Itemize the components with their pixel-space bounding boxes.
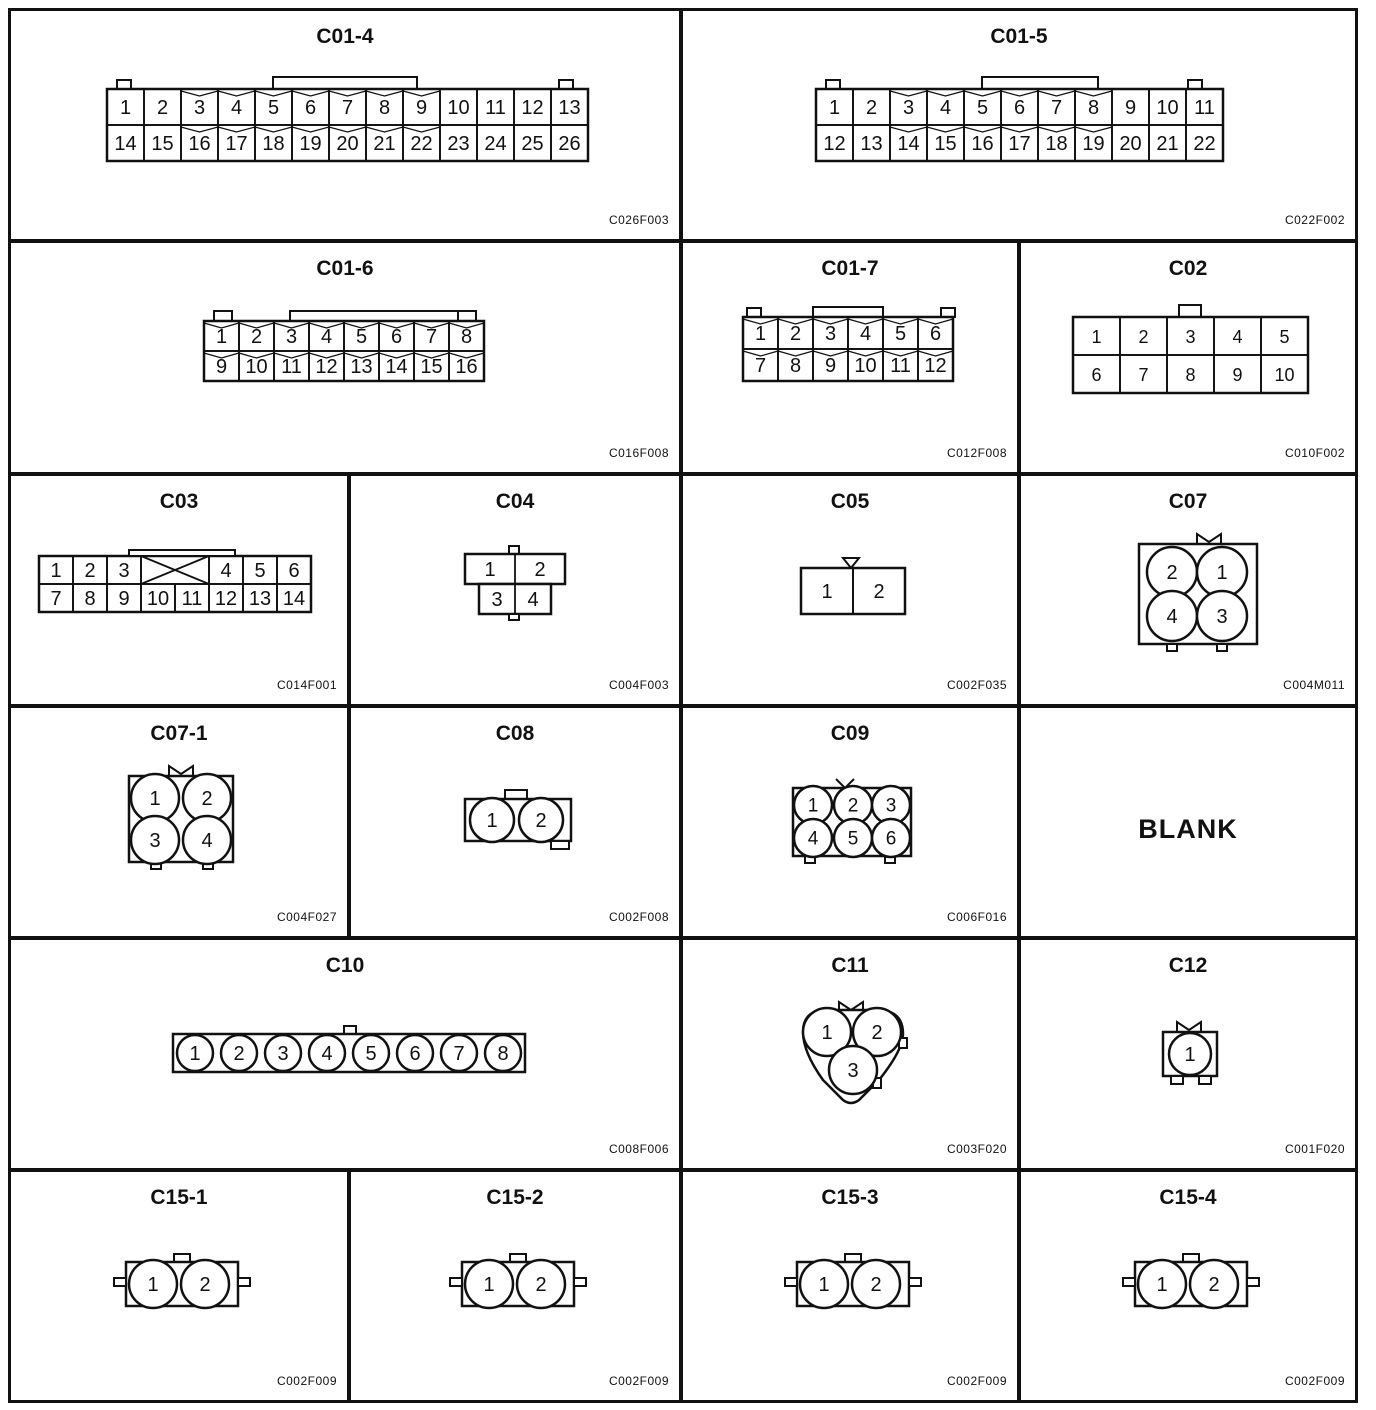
pin-label: 6 — [304, 97, 317, 119]
pin-label: 3 — [1185, 327, 1196, 347]
pin-label: 1 — [147, 1274, 159, 1296]
pin-label: 3 — [193, 97, 206, 119]
pin-label: 14 — [897, 133, 920, 155]
key-notch — [1177, 1022, 1201, 1032]
connector-drawing — [683, 243, 1023, 478]
locking-tab — [114, 1278, 126, 1286]
locking-tab — [290, 311, 460, 321]
pin-label: 13 — [558, 97, 581, 119]
pin-label: 9 — [415, 97, 428, 119]
figure-code: C008F006 — [608, 1142, 669, 1156]
connector-panel-c12 — [1018, 937, 1358, 1171]
pin-label: 1 — [828, 97, 841, 119]
figure-code: C014F001 — [276, 678, 337, 692]
pin-label: 7 — [341, 97, 354, 119]
connector-title: C15-4 — [1159, 1186, 1217, 1209]
pin-label: 1 — [189, 1043, 201, 1065]
pin-label: 3 — [824, 323, 837, 345]
pin-label: 14 — [114, 133, 137, 155]
pin-label: 4 — [220, 560, 232, 582]
connector-title: C03 — [159, 490, 199, 513]
locking-tab — [505, 790, 527, 799]
pin-label: 2 — [535, 810, 547, 832]
connector-drawing — [351, 476, 685, 710]
connector-title: C07-1 — [150, 722, 208, 745]
pin-label: 1 — [1216, 562, 1228, 584]
locking-tab — [1167, 644, 1177, 651]
connector-drawing — [11, 476, 353, 710]
connector-drawing — [1021, 1172, 1361, 1406]
pin-label: 12 — [521, 97, 544, 119]
pin-label: 16 — [455, 356, 478, 378]
locking-tab — [1247, 1278, 1259, 1286]
pin-label: 5 — [365, 1043, 377, 1065]
pin-label: 12 — [924, 355, 947, 377]
pin-label: 2 — [870, 1274, 882, 1296]
pin-label: 9 — [215, 356, 228, 378]
pin-label: 4 — [939, 97, 952, 119]
figure-code: C004F003 — [608, 678, 669, 692]
connector-panel-c05 — [680, 473, 1020, 707]
connector-panel-c02 — [1018, 240, 1358, 475]
pin-label: 20 — [1119, 133, 1142, 155]
locking-tab — [559, 80, 573, 89]
locking-tab — [238, 1278, 250, 1286]
pin-label: 1 — [754, 323, 767, 345]
figure-code: C012F008 — [946, 446, 1007, 460]
pin-label: 1 — [1156, 1274, 1168, 1296]
connector-title: C01-7 — [821, 257, 879, 280]
pin-label: 5 — [976, 97, 989, 119]
pin-label: 9 — [1232, 365, 1243, 385]
pin-label: 1 — [818, 1274, 830, 1296]
connector-drawing — [1021, 476, 1361, 710]
pin-label: 10 — [1274, 365, 1295, 385]
locking-tab — [450, 1278, 462, 1286]
pin-label: 1 — [821, 1022, 833, 1044]
pin-label: 7 — [453, 1043, 465, 1065]
pin-label: 2 — [535, 1274, 547, 1296]
connector-title: C04 — [495, 490, 535, 513]
connector-panel-c01-4 — [8, 8, 682, 242]
pin-label: 9 — [1124, 97, 1137, 119]
connector-panel-c15-1 — [8, 1169, 350, 1403]
key-notch — [843, 558, 859, 568]
pin-label: 17 — [225, 133, 248, 155]
locking-tab — [129, 550, 235, 556]
figure-code: C002F008 — [608, 910, 669, 924]
connector-panel-blank — [1018, 705, 1358, 939]
pin-label: 13 — [860, 133, 883, 155]
pin-label: 6 — [1013, 97, 1026, 119]
pin-label: 20 — [336, 133, 359, 155]
locking-tab — [785, 1278, 797, 1286]
pin-label: 9 — [118, 588, 130, 610]
pin-label: 11 — [1194, 97, 1215, 119]
pin-label: 18 — [262, 133, 285, 155]
pin-label: 4 — [321, 1043, 333, 1065]
figure-code: C006F016 — [946, 910, 1007, 924]
connector-panel-c11 — [680, 937, 1020, 1171]
pin-label: 1 — [821, 581, 833, 603]
figure-code: C016F008 — [608, 446, 669, 460]
locking-tab — [909, 1278, 921, 1286]
pin-label: 12 — [214, 588, 238, 610]
pin-label: 6 — [1091, 365, 1102, 385]
connector-drawing — [1021, 243, 1361, 478]
locking-tab — [1217, 644, 1227, 651]
connector-drawing — [1021, 940, 1361, 1174]
pin-label: 11 — [890, 355, 911, 377]
locking-tab — [1188, 80, 1202, 89]
pin-label: 6 — [288, 560, 300, 582]
locking-tab — [117, 80, 131, 89]
pin-label: 1 — [149, 788, 161, 810]
pin-label: 13 — [248, 588, 272, 610]
figure-code: C004M011 — [1283, 678, 1345, 692]
connector-drawing — [11, 708, 353, 942]
connector-title: C01-6 — [316, 257, 374, 280]
locking-tab — [458, 311, 476, 321]
connector-title: C11 — [831, 954, 869, 977]
pin-label: 4 — [201, 830, 213, 852]
pin-label: 4 — [859, 323, 872, 345]
connector-drawing — [683, 708, 1023, 942]
pin-label: 4 — [1166, 606, 1178, 628]
locking-tab — [1123, 1278, 1135, 1286]
pin-label: 7 — [425, 326, 438, 348]
pin-label: 18 — [1045, 133, 1068, 155]
pin-label: 8 — [1087, 97, 1100, 119]
connector-drawing — [683, 11, 1361, 245]
connector-drawing — [351, 1172, 685, 1406]
connector-panel-c09 — [680, 705, 1020, 939]
pin-label: 16 — [188, 133, 211, 155]
pin-label: 9 — [824, 355, 837, 377]
connector-title: C15-3 — [821, 1186, 879, 1209]
connector-panel-c08 — [348, 705, 682, 939]
pin-label: 4 — [1232, 327, 1243, 347]
pin-label: 8 — [1185, 365, 1196, 385]
pin-label: 8 — [460, 326, 473, 348]
connector-title: C02 — [1168, 257, 1208, 280]
connector-panel-c15-4 — [1018, 1169, 1358, 1403]
pin-label: 5 — [254, 560, 266, 582]
pin-label: 1 — [807, 795, 819, 817]
blank-label: BLANK — [1138, 814, 1238, 844]
pin-label: 8 — [84, 588, 96, 610]
connector-title: C15-2 — [486, 1186, 544, 1209]
pin-label: 1 — [484, 559, 496, 581]
pin-label: 21 — [1156, 133, 1179, 155]
pin-label: 6 — [929, 323, 942, 345]
pin-label: 2 — [250, 326, 263, 348]
connector-drawing — [11, 940, 685, 1174]
connector-panel-c10 — [8, 937, 682, 1171]
pin-label: 12 — [315, 356, 338, 378]
pin-label: 25 — [521, 133, 544, 155]
pin-label: 3 — [902, 97, 915, 119]
pin-label: 1 — [483, 1274, 495, 1296]
figure-code: C022F002 — [1284, 213, 1345, 227]
locking-tab — [813, 307, 883, 317]
pin-label: 12 — [823, 133, 846, 155]
figure-code: C002F009 — [946, 1374, 1007, 1388]
pin-label: 17 — [1008, 133, 1031, 155]
pin-label: 8 — [378, 97, 391, 119]
pin-label: 26 — [558, 133, 581, 155]
pin-label: 23 — [447, 133, 470, 155]
locking-tab — [747, 308, 761, 317]
pin-label: 3 — [285, 326, 298, 348]
locking-tab — [551, 841, 569, 849]
connector-drawing — [11, 243, 685, 478]
pin-label: 2 — [873, 581, 885, 603]
connector-panel-c15-3 — [680, 1169, 1020, 1403]
pin-label: 5 — [355, 326, 368, 348]
pin-label: 3 — [149, 830, 161, 852]
pin-label: 4 — [230, 97, 243, 119]
key-notch — [1197, 534, 1221, 544]
connector-title: C09 — [830, 722, 870, 745]
pin-label: 1 — [1184, 1044, 1196, 1066]
connector-drawing — [683, 476, 1023, 710]
pin-label: 15 — [934, 133, 957, 155]
connector-title: C12 — [1168, 954, 1208, 977]
figure-code: C001F020 — [1284, 1142, 1345, 1156]
pin-label: 22 — [410, 133, 433, 155]
connector-drawing — [11, 1172, 353, 1406]
locking-tab — [826, 80, 840, 89]
pin-label: 2 — [1208, 1274, 1220, 1296]
pin-label: 16 — [971, 133, 994, 155]
pin-label: 2 — [1138, 327, 1149, 347]
pin-label: 19 — [1082, 133, 1105, 155]
pin-label: 3 — [1216, 606, 1228, 628]
pin-label: 3 — [885, 795, 897, 817]
key-notch — [169, 766, 193, 776]
connector-panel-c07-1 — [8, 705, 350, 939]
pin-label: 5 — [894, 323, 907, 345]
pin-label: 7 — [1138, 365, 1149, 385]
pin-label: 15 — [420, 356, 443, 378]
figure-code: C002F009 — [1284, 1374, 1345, 1388]
pin-label: 14 — [385, 356, 408, 378]
pin-label: 4 — [527, 589, 539, 611]
locking-tab — [509, 614, 519, 620]
connector-drawing — [1021, 708, 1361, 942]
connector-title: C01-4 — [316, 25, 374, 48]
pin-label: 2 — [199, 1274, 211, 1296]
figure-code: C002F009 — [608, 1374, 669, 1388]
pin-label: 3 — [491, 589, 503, 611]
connector-title: C10 — [325, 954, 365, 977]
pin-label: 2 — [789, 323, 802, 345]
locking-tab — [273, 77, 417, 89]
pin-label: 10 — [1156, 97, 1179, 119]
pin-label: 4 — [320, 326, 333, 348]
pin-label: 14 — [282, 588, 306, 610]
connector-panel-c01-6 — [8, 240, 682, 475]
pin-label: 1 — [119, 97, 132, 119]
pin-label: 2 — [84, 560, 96, 582]
figure-code: C004F027 — [276, 910, 337, 924]
connector-panel-c15-2 — [348, 1169, 682, 1403]
pin-label: 13 — [350, 356, 373, 378]
pin-label: 11 — [281, 356, 302, 378]
figure-code: C026F003 — [608, 213, 669, 227]
pin-label: 22 — [1193, 133, 1216, 155]
connector-panel-c07 — [1018, 473, 1358, 707]
locking-tab — [982, 77, 1098, 89]
pin-label: 6 — [885, 828, 897, 850]
connector-panel-c01-7 — [680, 240, 1020, 475]
connector-drawing — [11, 11, 685, 245]
connector-panel-c03 — [8, 473, 350, 707]
locking-tab — [1171, 1076, 1183, 1084]
pin-label: 7 — [1050, 97, 1063, 119]
pin-label: 21 — [373, 133, 396, 155]
pin-label: 6 — [409, 1043, 421, 1065]
pin-label: 3 — [847, 1060, 859, 1082]
connector-panel-c01-5 — [680, 8, 1358, 242]
pin-label: 2 — [865, 97, 878, 119]
pin-label: 7 — [754, 355, 767, 377]
pin-label: 8 — [497, 1043, 509, 1065]
pin-label: 10 — [146, 588, 170, 610]
figure-code: C002F035 — [946, 678, 1007, 692]
connector-drawing — [683, 1172, 1023, 1406]
connector-title: C01-5 — [990, 25, 1048, 48]
pin-label: 2 — [201, 788, 213, 810]
pin-label: 10 — [245, 356, 268, 378]
locking-tab — [1199, 1076, 1211, 1084]
pin-label: 11 — [181, 588, 203, 610]
pin-label: 2 — [871, 1022, 883, 1044]
pin-label: 10 — [854, 355, 877, 377]
connector-title: C15-1 — [150, 1186, 208, 1209]
pin-label: 8 — [789, 355, 802, 377]
locking-tab — [941, 308, 955, 317]
pin-label: 24 — [484, 133, 507, 155]
pin-label: 2 — [156, 97, 169, 119]
connector-title: C07 — [1168, 490, 1208, 513]
pin-label: 11 — [485, 97, 506, 119]
pin-label: 10 — [447, 97, 470, 119]
pin-label: 2 — [534, 559, 546, 581]
pin-label: 7 — [50, 588, 62, 610]
locking-tab — [1179, 305, 1201, 317]
pin-label: 1 — [215, 326, 228, 348]
pin-label: 5 — [267, 97, 280, 119]
pin-label: 2 — [233, 1043, 245, 1065]
figure-code: C002F009 — [276, 1374, 337, 1388]
pin-label: 4 — [807, 828, 819, 850]
connector-drawing — [683, 940, 1023, 1174]
pin-label: 3 — [277, 1043, 289, 1065]
pin-label: 3 — [118, 560, 130, 582]
pin-label: 1 — [486, 810, 498, 832]
pin-label: 5 — [1279, 327, 1290, 347]
figure-code: C003F020 — [946, 1142, 1007, 1156]
pin-label: 19 — [299, 133, 322, 155]
figure-code: C010F002 — [1284, 446, 1345, 460]
locking-tab — [214, 311, 232, 321]
pin-label: 2 — [847, 795, 859, 817]
connector-drawing — [351, 708, 685, 942]
pin-label: 1 — [1091, 327, 1102, 347]
pin-label: 2 — [1166, 562, 1178, 584]
pin-label: 6 — [390, 326, 403, 348]
connector-panel-c04 — [348, 473, 682, 707]
connector-title: C08 — [495, 722, 535, 745]
locking-tab — [574, 1278, 586, 1286]
pin-label: 15 — [151, 133, 174, 155]
connector-title: C05 — [830, 490, 870, 513]
pin-label: 5 — [847, 828, 859, 850]
pin-label: 1 — [50, 560, 62, 582]
